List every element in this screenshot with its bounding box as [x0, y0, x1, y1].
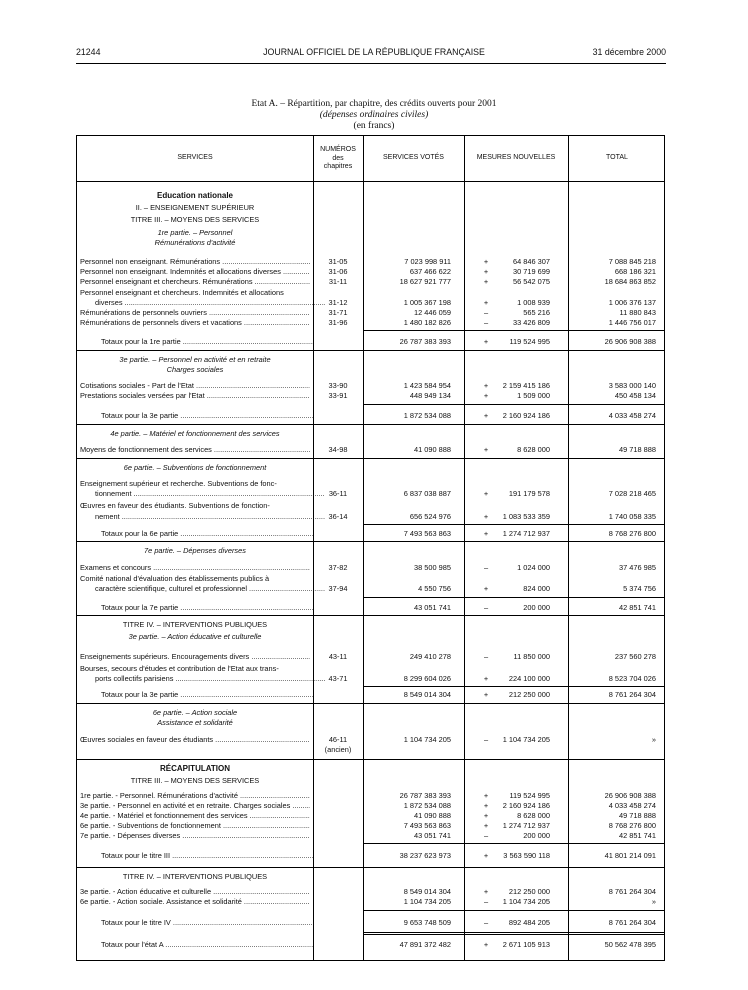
- table-row: Œuvres en faveur des étudiants. Subventions de fonction-: [80, 501, 270, 510]
- table-row: ports collectifs parisiens ..... 43-71 8 299 604 026 + 224 100 000 8 523 704 026: [77, 674, 664, 684]
- document-subtitle: (dépenses ordinaires civiles): [319, 110, 429, 120]
- subtotal-row: Totaux pour la 7e partie ..... 43 051 741 – 200 000 42 851 741: [77, 603, 664, 613]
- ministry-heading: Education nationale: [156, 191, 233, 200]
- title-heading: TITRE III. – MOYENS DES SERVICES: [130, 215, 260, 224]
- subtotal-rule: [364, 843, 664, 844]
- table-row: nement ..... 36-14 656 524 976 + 1 083 533 359 1 740 058 335: [77, 512, 664, 522]
- part-heading: 6e partie. – Subventions de fonctionnement: [123, 463, 267, 472]
- col-total: TOTAL: [606, 154, 628, 161]
- table-row: Personnel non enseignant. Rémunérations ..... 31-05 7 023 998 911 + 64 846 307 7 088 845 218: [77, 257, 664, 267]
- title-heading: TITRE IV. – INTERVENTIONS PUBLIQUES: [122, 872, 268, 881]
- recap-row: 3e partie. - Personnel en activité et en retraite. Charges sociales ..... 1 872 534 088 + 2 160 924 186 4 033 458 274: [77, 801, 664, 811]
- table-row: caractère scientifique, culturel et professionnel ..... 37-94 4 550 756 + 824 000 5 374 756: [77, 584, 664, 594]
- recap-row: 4e partie. - Matériel et fonctionnement des services ..... 41 090 888 + 8 628 000 49 718 888: [77, 811, 664, 821]
- subtotal-row: Totaux pour le titre IV ..... 9 653 748 509 – 892 484 205 8 761 264 304: [77, 918, 664, 928]
- issue-date: 31 décembre 2000: [592, 47, 666, 57]
- table-row: Personnel enseignant et chercheurs. Rémunérations ..... 31-11 18 627 921 777 + 56 542 075 18 684 863 852: [77, 277, 664, 287]
- recap-row: 6e partie. - Subventions de fonctionnement ..... 7 493 563 863 + 1 274 712 937 8 768 276 800: [77, 821, 664, 831]
- table-row: (ancien): [324, 745, 352, 754]
- col-services: SERVICES: [177, 154, 213, 161]
- part-heading: 6e partie. – Action sociale: [152, 708, 238, 717]
- table-row: Rémunérations de personnels ouvriers ..... 31-71 12 446 059 – 565 216 11 880 843: [77, 308, 664, 318]
- part-divider: [77, 541, 664, 542]
- subtotal-row: Totaux pour le titre III ..... 38 237 623 973 + 3 563 590 118 41 801 214 091: [77, 851, 664, 861]
- col-services-votes: SERVICES VOTÉS: [383, 154, 444, 161]
- subtotal-rule: [364, 686, 664, 687]
- table-row: Rémunérations de personnels divers et vacations ..... 31-96 1 480 182 826 – 33 426 809 1 446 756 017: [77, 318, 664, 328]
- table-row: Œuvres sociales en faveur des étudiants ..... 46-11 1 104 734 205 – 1 104 734 205 »: [77, 735, 664, 745]
- part-divider: [77, 424, 664, 425]
- recap-row: 3e partie. - Action éducative et culturelle ..... 8 549 014 304 + 212 250 000 8 761 264 304: [77, 887, 664, 897]
- page-number: 21244: [76, 47, 101, 57]
- grand-total-row: Totaux pour l'état A ..... 47 891 372 482 + 2 671 105 913 50 562 478 395: [77, 940, 664, 950]
- subtotal-row: Totaux pour la 6e partie ..... 7 493 563 863 + 1 274 712 937 8 768 276 800: [77, 529, 664, 539]
- subtotal-row: Totaux pour la 3e partie ..... 1 872 534 088 + 2 160 924 186 4 033 458 274: [77, 411, 664, 421]
- title-heading: TITRE III. – MOYENS DES SERVICES: [130, 776, 260, 785]
- header-divider: [77, 181, 664, 182]
- section-heading: II. – ENSEIGNEMENT SUPÉRIEUR: [135, 203, 255, 212]
- subtotal-row: Totaux pour la 3e partie ..... 8 549 014 304 + 212 250 000 8 761 264 304: [77, 690, 664, 700]
- part-divider: [77, 615, 664, 616]
- part-divider: [77, 759, 664, 760]
- subtotal-row: Totaux pour la 1re partie ..... 26 787 383 393 + 119 524 995 26 906 908 388: [77, 337, 664, 347]
- part-heading: 3e partie. – Personnel en activité et en retraite: [119, 355, 271, 364]
- subtotal-rule: [364, 330, 664, 331]
- part-subheading: Charges sociales: [166, 365, 224, 374]
- col-numeros: NUMÉROS des chapitres: [320, 146, 356, 170]
- table-row: Examens et concours ..... 37-82 38 500 985 – 1 024 000 37 476 985: [77, 563, 664, 573]
- part-divider: [77, 703, 664, 704]
- total-rule: [364, 932, 664, 933]
- journal-title: JOURNAL OFFICIEL DE LA RÉPUBLIQUE FRANÇAISE: [263, 47, 485, 57]
- subtotal-rule: [364, 597, 664, 598]
- table-row: diverses ..... 31-12 1 005 367 198 + 1 008 939 1 006 376 137: [77, 298, 664, 308]
- table-row: Comité national d'évaluation des établissements publics à: [80, 574, 270, 583]
- table-row: Prestations sociales versées par l'Etat ..... 33-91 448 949 134 + 1 509 000 450 458 134: [77, 391, 664, 401]
- part-divider: [77, 867, 664, 868]
- part-heading: 7e partie. – Dépenses diverses: [144, 546, 246, 555]
- table-row: Enseignements supérieurs. Encouragements divers ..... 43-11 249 410 278 – 11 850 000 237 560 278: [77, 652, 664, 662]
- table-row: Personnel non enseignant. Indemnités et allocations diverses ..... 31-06 637 466 622 + 30 719 699 668 186 321: [77, 267, 664, 277]
- subtotal-rule: [364, 524, 664, 525]
- document-title: Etat A. – Répartition, par chapitre, des crédits ouverts pour 2001: [251, 99, 497, 109]
- subtotal-rule: [364, 404, 664, 405]
- col-mesures-nouvelles: MESURES NOUVELLES: [476, 154, 556, 161]
- table-row: tionnement ..... 36-11 6 837 038 887 + 191 179 578 7 028 218 465: [77, 489, 664, 499]
- credits-table: [76, 135, 665, 961]
- recap-heading: RÉCAPITULATION: [159, 764, 231, 773]
- table-row: Personnel enseignant et chercheurs. Indemnités et allocations: [80, 288, 284, 297]
- document-unit: (en francs): [353, 121, 395, 131]
- recap-row: 7e partie. - Dépenses diverses ..... 43 051 741 – 200 000 42 851 741: [77, 831, 664, 841]
- part-subheading: Assistance et solidarité: [157, 718, 233, 727]
- table-row: Bourses, secours d'études et contribution de l'Etat aux trans-: [80, 664, 279, 673]
- recap-row: 6e partie. - Action sociale. Assistance et solidarité ..... 1 104 734 205 – 1 104 734 205 »: [77, 897, 664, 907]
- table-row: Cotisations sociales - Part de l'Etat ..... 33-90 1 423 584 954 + 2 159 415 186 3 583 000 140: [77, 381, 664, 391]
- header-rule: [76, 63, 666, 64]
- subtotal-rule: [364, 910, 664, 911]
- part-divider: [77, 458, 664, 459]
- table-row: Moyens de fonctionnement des services ..... 34-98 41 090 888 + 8 628 000 49 718 888: [77, 445, 664, 455]
- recap-row: 1re partie. - Personnel. Rémunérations d'activité ..... 26 787 383 393 + 119 524 995 26 906 908 388: [77, 791, 664, 801]
- part-divider: [77, 350, 664, 351]
- part-heading: 1re partie. – Personnel: [157, 228, 233, 237]
- part-heading: 3e partie. – Action éducative et culturelle: [128, 632, 262, 641]
- title-heading: TITRE IV. – INTERVENTIONS PUBLIQUES: [122, 620, 268, 629]
- part-heading: 4e partie. – Matériel et fonctionnement des services: [110, 429, 280, 438]
- part-subheading: Rémunérations d'activité: [154, 238, 236, 247]
- total-rule: [364, 934, 664, 935]
- table-row: Enseignement supérieur et recherche. Subventions de fonc-: [80, 479, 277, 488]
